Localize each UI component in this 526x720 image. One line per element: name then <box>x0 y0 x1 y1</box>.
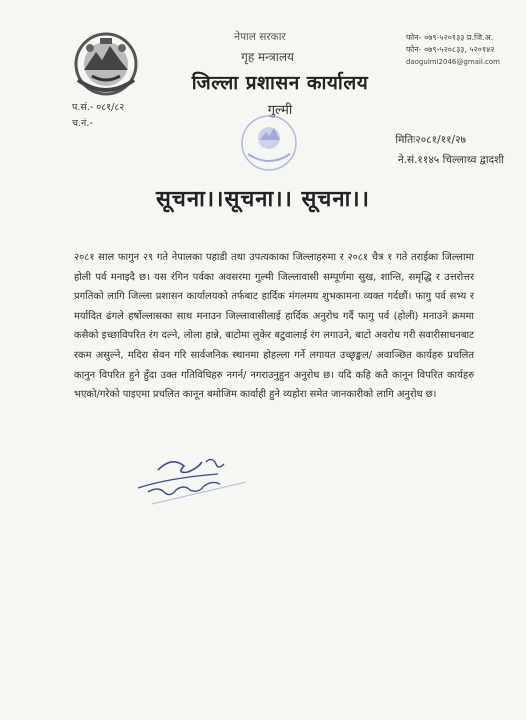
date: मितिः२०८१/११/२७ <box>395 134 466 146</box>
notice-title: सूचना।।सूचना।। सूचना।। <box>156 187 370 212</box>
office-seal-icon <box>238 112 300 174</box>
letter-number: प.सं.- ०८१/८२ <box>72 102 125 113</box>
letterhead <box>150 30 410 118</box>
dispatch-number: च.नं.- <box>72 118 93 129</box>
email-line: daogulmi2046@gmail.com <box>405 58 500 66</box>
nepal-sambat-date: ने.सं.११४५ चिल्लाथ्व द्वादशी <box>397 154 504 166</box>
district-name: गुल्मी <box>267 103 293 118</box>
reference-numbers <box>72 100 124 132</box>
date-block <box>360 130 504 170</box>
office-name: जिल्ला प्रशासन कार्यालय <box>191 72 369 94</box>
notice-body: २०८१ साल फागुन २९ गते नेपालका पहाडी तथा उपत्यकाका जिल्लाहरुमा र २०८१ चैत्र १ गते तराईका जिल्लामा होली पर्व मनाइदै छ। यस रंगिन पर्वका अवसरमा गुल्मी जिल्लावासी सम्पूर्णमा सुख, शान्ति, समृद्धि र उत्तरोत्तर प्रगतिको लागि जिल्ला प्रशासन कार्यालयको तर्फबाट हार्दिक मंगलमय शुभकामना व्यक्त गर्दछौं। फागु पर्व सभ्य र मर्यादित ढंगले हर्षोल्लासका साथ मनाउन जिल्लावासीलाई हार्दिक अनुरोध गर्दै फागु पर्व (होली) मनाउने क्रममा कसैको इच्छाविपरित रंग दल्ने, लोला हान्ने, बाटोमा लुकेर बटुवालाई रंग लगाउने, बाटो अवरोध गरी सवारीसाधनबाट रकम असुल्ने, मदिरा सेवन गरि सार्वजनिक स्थानमा होहल्ला गर्ने लगायत उच्छृङ्खल/ अवाञ्छित कार्यहरु प्रचलित कानुन विपरित हुने हुँदा उक्त गतिविधिहरु नगर्न/ नगराउनुहुन अनुरोध छ। यदि कहि कतै कानून विपरित कार्यहरु भएको/गरेको पाइएमा प्रचलित कानून बमोजिम कार्वाही हुने व्यहोरा समेत जानकारीको लागि अनुरोध छ। <box>74 252 474 401</box>
fax-line: फोन- ०७९-५२०८३३, ५२०१४२ <box>405 45 495 54</box>
ministry-name: गृह मन्त्रालय <box>241 50 294 64</box>
signature-icon <box>128 448 268 528</box>
contact-info <box>406 32 500 68</box>
phone-line: फोन- ०७९-५२०१३३ प्र.जि.अ. <box>405 33 494 42</box>
government-name: नेपाल सरकार <box>234 31 286 43</box>
